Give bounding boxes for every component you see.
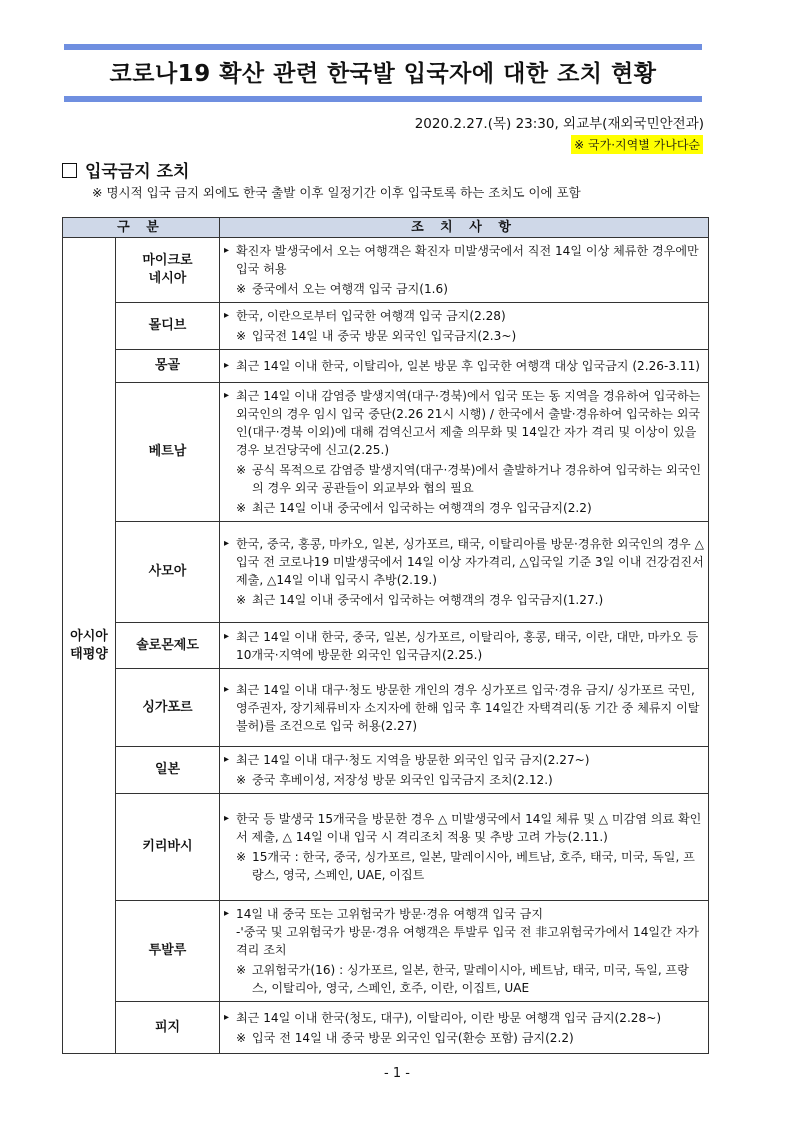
table-row	[63, 794, 709, 901]
measure-cell	[220, 669, 709, 747]
measure-cell	[220, 383, 709, 522]
note-text: 중국 후베이성, 저장성 방문 외국인 입국금지 조치(2.12.)	[252, 773, 553, 787]
measure-cell	[220, 1002, 709, 1054]
table-row	[63, 669, 709, 747]
country-cell: 솔로몬제도	[116, 623, 220, 669]
measure-cell	[220, 623, 709, 669]
section-heading	[62, 157, 189, 182]
bullet-item: ▸ 최근 14일 이내 감염증 발생지역(대구·경북)에서 입국 또는 동 지역을 경유하여 입국하는 외국인의 경우 임시 입국 중단(2.26 21시 시행) / 한국에서 출발·경유하여 입국하는 외국인(대구·경북 이외)에 대해 검역신고서 제출 의무화 및 14일간 자가 격리 및 이상이 있을 경우 보건당국에 신고(2.25.)	[224, 387, 704, 459]
note-item	[224, 499, 704, 517]
note-item	[224, 771, 704, 789]
country-cell: 일본	[116, 747, 220, 794]
country-cell: 싱가포르	[116, 669, 220, 747]
title-bottom-bar	[64, 96, 702, 102]
note-item	[224, 961, 704, 997]
note-item	[224, 848, 704, 884]
header-measures: 조 치 사 항	[220, 218, 709, 238]
title-top-bar	[64, 44, 702, 50]
section-title: 입국금지 조치	[85, 162, 190, 182]
reference-mark-icon: ※	[236, 593, 247, 607]
table-row	[63, 623, 709, 669]
bullet-item: ▸ 한국 등 발생국 15개국을 방문한 경우 △ 미발생국에서 14일 체류 및 △ 미감염 의료 확인서 제출, △ 14일 이내 입국 시 격리조치 적용 및 추방 고려 가능(2.11.)	[224, 810, 704, 846]
country-cell: 피지	[116, 1002, 220, 1054]
reference-mark-icon: ※	[236, 1030, 247, 1045]
note-text: 입국전 14일 내 중국 방문 외국인 입국금지(2.3~)	[252, 329, 517, 343]
country-cell: 베트남	[116, 383, 220, 522]
region-label-line1: 아시아	[70, 628, 108, 644]
table-row	[63, 303, 709, 350]
country-cell: 키리바시	[116, 794, 220, 901]
measure-cell	[220, 747, 709, 794]
table-body	[63, 238, 709, 1054]
table-row	[63, 1002, 709, 1054]
note-text: 최근 14일 이내 중국에서 입국하는 여행객의 경우 입국금지(1.27.)	[252, 593, 604, 607]
note-text: 15개국 : 한국, 중국, 싱가포르, 일본, 말레이시아, 베트남, 호주, 태국, 미국, 독일, 프랑스, 영국, 스페인, UAE, 이집트	[252, 850, 695, 882]
country-cell: 마이크로 네시아	[116, 238, 220, 303]
reference-mark-icon: ※	[236, 282, 247, 296]
note-item	[224, 591, 704, 609]
bullet-item: ▸ 최근 14일 이내 한국, 이탈리아, 일본 방문 후 입국한 여행객 대상 입국금지 (2.26-3.11)	[224, 357, 704, 375]
table-header-row	[63, 218, 709, 238]
reference-mark-icon: ※	[236, 501, 247, 515]
note-item	[224, 461, 704, 497]
page-number: - 1 -	[384, 1066, 410, 1081]
reference-mark-icon: ※	[236, 463, 247, 477]
bullet-item: ▸ 확진자 발생국에서 오는 여행객은 확진자 미발생국에서 직전 14일 이상 체류한 경우에만 입국 허용	[224, 242, 704, 278]
country-cell: 몽골	[116, 350, 220, 383]
note-item	[224, 327, 704, 345]
dash-item: -'중국 및 고위험국가 방문·경유 여행객은 투발루 입국 전 非고위험국가에서 14일간 자가격리 조치	[236, 925, 699, 957]
measure-cell	[220, 350, 709, 383]
table-row	[63, 238, 709, 303]
measure-cell	[220, 303, 709, 350]
measure-cell	[220, 901, 709, 1002]
header-category: 구 분	[63, 218, 220, 238]
table-row	[63, 383, 709, 522]
checkbox-square-icon	[62, 163, 77, 178]
reference-mark-icon: ※	[236, 773, 247, 787]
bullet-item: ▸ 최근 14일 이내 한국(청도, 대구), 이탈리아, 이란 방문 여행객 입국 금지(2.28~)	[224, 1009, 704, 1027]
reference-mark-icon: ※	[236, 850, 247, 864]
country-cell: 투발루	[116, 901, 220, 1002]
page-title: 코로나19 확산 관련 한국발 입국자에 대한 조치 현황	[109, 61, 657, 87]
reference-mark-icon: ※	[236, 329, 247, 343]
bullet-item: ▸ 한국, 이란으로부터 입국한 여행객 입국 금지(2.28)	[224, 307, 704, 325]
bullet-item: ▸ 한국, 중국, 홍콩, 마카오, 일본, 싱가포르, 태국, 이탈리아를 방문·경유한 외국인의 경우 △입국 전 코로나19 미발생국에서 14일 이상 자가격리, △입국일 기준 3일 이내 건강검진서 제출, △14일 이내 입국시 추방(2.19.)	[224, 535, 704, 589]
bullet-item: ▸ 최근 14일 이내 대구·청도 방문한 개인의 경우 싱가포르 입국·경유 금지/ 싱가포르 국민, 영주권자, 장기체류비자 소지자에 한해 입국 후 14일간 자택격리(동 기간 중 체류지 이탈 불허)를 조건으로 입국 허용(2.27)	[224, 681, 704, 735]
region-cell	[63, 238, 116, 1054]
note-text: 최근 14일 이내 중국에서 입국하는 여행객의 경우 입국금지(2.2)	[252, 501, 592, 515]
date-line: 2020.2.27.(목) 23:30, 외교부(재외국민안전과)	[414, 116, 704, 132]
note-text: 중국에서 오는 여행객 입국 금지(1.6)	[252, 282, 448, 296]
measure-cell	[220, 238, 709, 303]
note-item	[224, 280, 704, 298]
bullet-item: ▸ 최근 14일 이내 대구·청도 지역을 방문한 외국인 입국 금지(2.27~)	[224, 751, 704, 769]
table-row	[63, 522, 709, 623]
country-cell: 사모아	[116, 522, 220, 623]
order-note-badge: ※ 국가·지역별 가나다순	[571, 135, 703, 154]
table-row	[63, 350, 709, 383]
bullet-item: ▸ 최근 14일 이내 한국, 중국, 일본, 싱가포르, 이탈리아, 홍콩, 태국, 이란, 대만, 마카오 등 10개국·지역에 방문한 외국인 입국금지(2.25.)	[224, 628, 704, 664]
measure-cell	[220, 794, 709, 901]
measures-table	[62, 217, 709, 1054]
region-label-line2: 태평양	[70, 646, 108, 662]
section-note: ※ 명시적 입국 금지 외에도 한국 출발 이후 일정기간 이후 입국토록 하는 조치도 이에 포함	[92, 185, 581, 200]
reference-mark-icon: ※	[236, 963, 247, 977]
note-text: 입국 전 14일 내 중국 방문 외국인 입국(환승 포함) 금지(2.2)	[252, 1030, 574, 1045]
table-row	[63, 901, 709, 1002]
country-cell: 몰디브	[116, 303, 220, 350]
table-row	[63, 747, 709, 794]
note-item	[224, 1029, 704, 1047]
measure-cell	[220, 522, 709, 623]
note-text: 고위험국가(16) : 싱가포르, 일본, 한국, 말레이시아, 베트남, 태국, 미국, 독일, 프랑스, 이탈리아, 영국, 스페인, 호주, 이란, 이집트, UAE	[252, 963, 689, 995]
note-text: 공식 목적으로 감염증 발생지역(대구·경북)에서 출발하거나 경유하여 입국하는 외국인의 경우 외국 공관들이 외교부와 협의 필요	[252, 463, 702, 495]
bullet-item: ▸ 14일 내 중국 또는 고위험국가 방문·경유 여행객 입국 금지	[224, 905, 704, 923]
